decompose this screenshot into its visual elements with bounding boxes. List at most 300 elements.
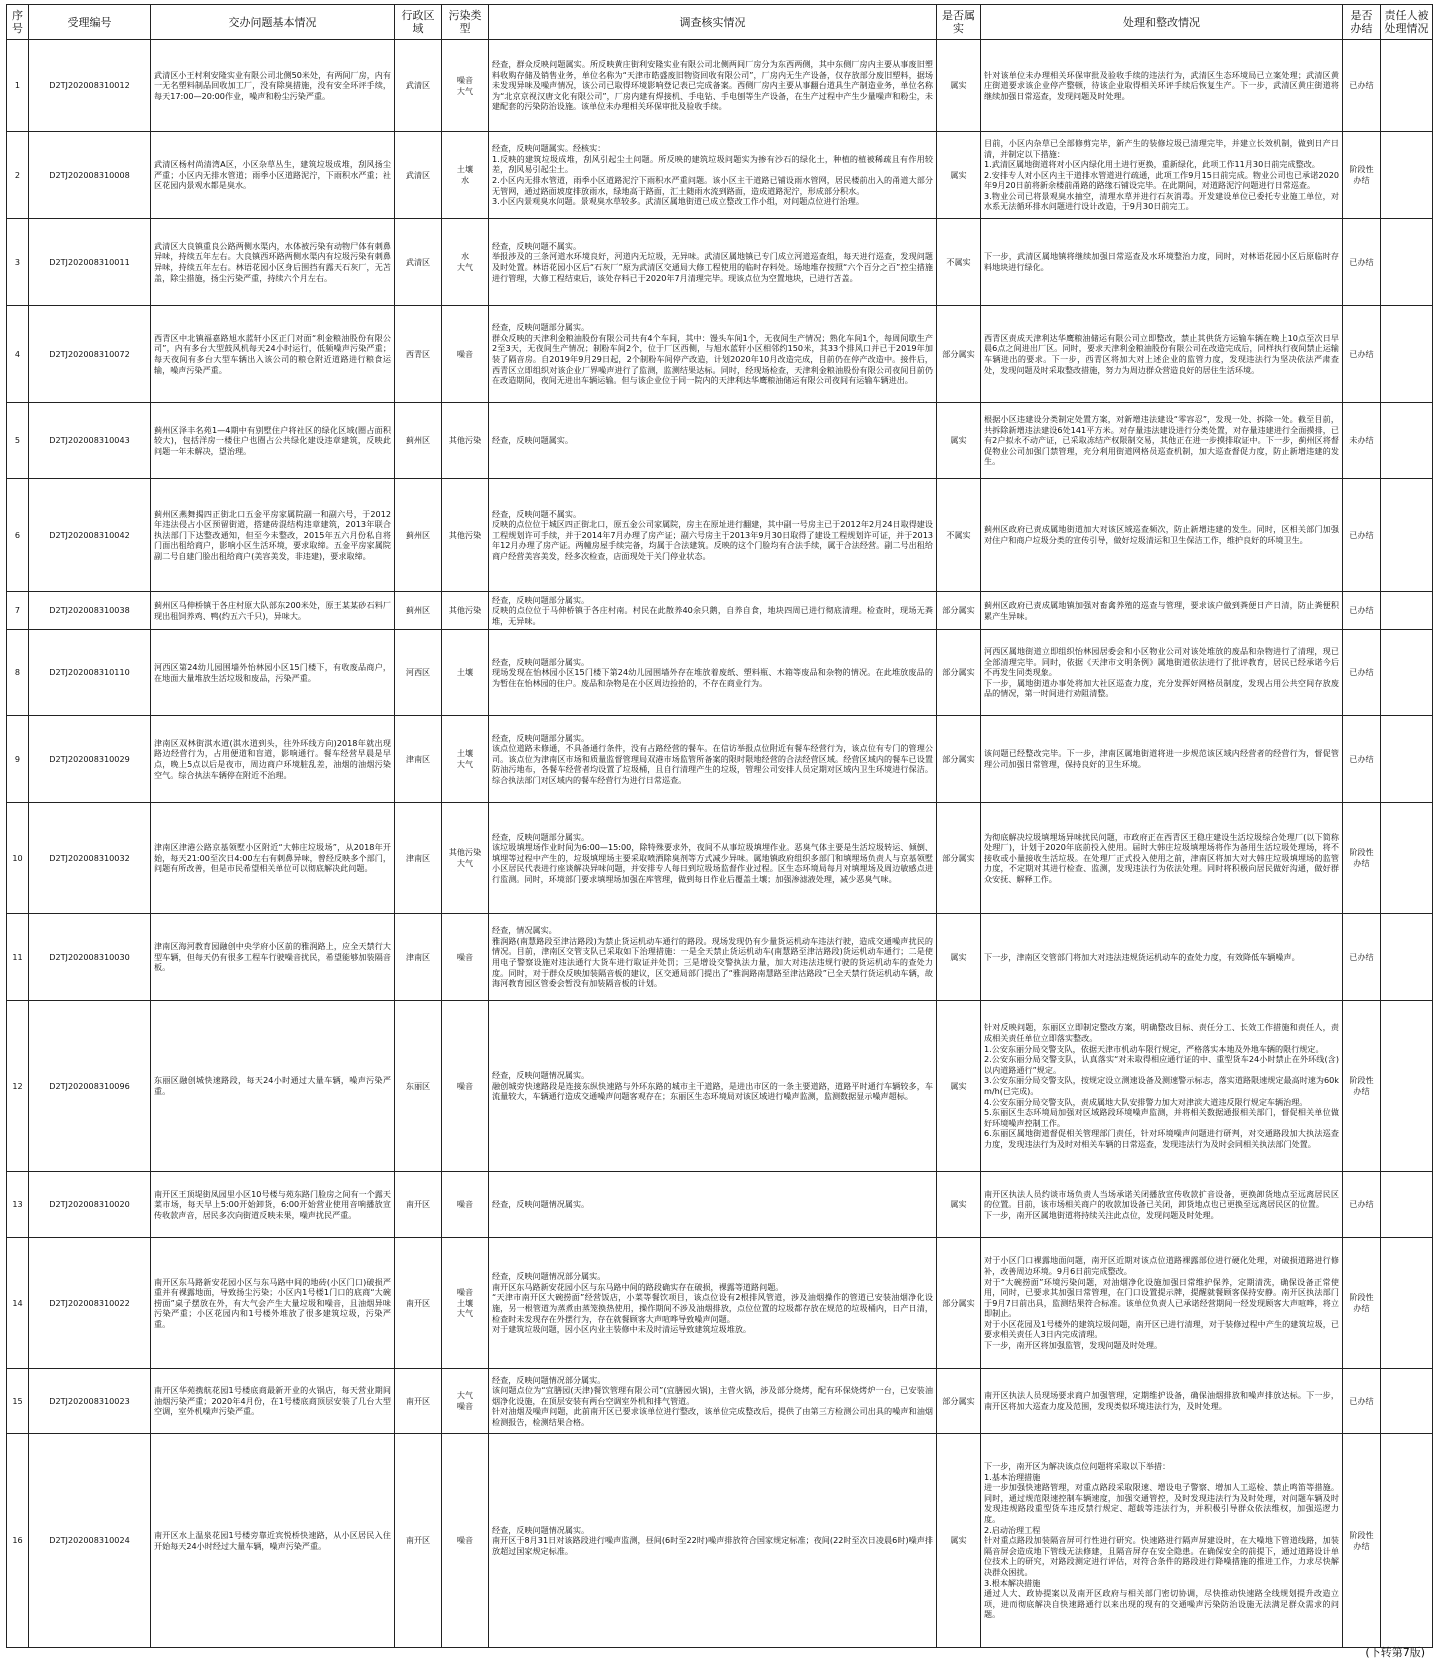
investigation-result-text: 经查，反映问题情况部分属实。 南开区东马路新安花园小区与东马路中间的路段确实存在破损，裸露等道路问题。 “天津市南开区大碗捞面”经营饭店，小菜等餐饮项目，该点位设有2根排风管道，涉及油烟操作的管道已安装油烟净化设施，另一根管道为蒸煮由蒸笼换热使用，操作期间不涉及油烟排放，点位位置的垃圾都存放在规范的垃圾桶内，日产日清，检查时未发现存在外摆行为，存在就餐顾客大声喧哗导致噪声问题。 对于建筑垃圾问题，因小区内业主装修中未及时清运导致建筑垃圾堆放。 (492, 1271, 933, 1335)
investigation-result (489, 132, 937, 219)
pollution-type-text: 其他污染 (448, 605, 482, 616)
investigation-result-text: 经查，反映问题部分属实。 现场发现在怡林园小区15门楼下第24幼儿园围墙外存在堆放着废纸、塑料瓶、木箱等废品和杂物的情况。在此堆放废品的为暂住在怡林园的住户。废品和杂物是在小区周边捡拾的，不存在商业行为。 (492, 656, 933, 688)
district (395, 219, 442, 306)
handling-result-text: 目前，小区内杂草已全部修剪完毕，新产生的装修垃圾已清理完毕，并建立长效机制，做到日产日清，并制定以下措施： 1.武清区属地街道将对小区内绿化用土进行更换，重新绿化，此项工作11月30日前完成整改。 2.安排专人对小区内主干道排水管道进行疏通，此项工作9月15日前完成。物业公司也已承诺2020年9月20日前将新余楼前甬路的路缘石铺设完毕。在此期间，对道路泥泞问题进行日常巡查。 3.物业公司已将景观臭水抽空，清理水草并进行石灰消毒。开发建设单位已委托专业施工单位，对水系无法循环排水问题进行设计改造，于9月30日前完工。 (984, 137, 1339, 212)
problem-description-text: 南开区华苑携航花园1号楼底商最新开业的火锅店，每天营业期间油烟污染严重；2020年4月份，在1号楼底商顶层安装了几台大型空调，室外机噪声污染严重。 (154, 1385, 391, 1417)
verified-status (937, 40, 981, 132)
problem-description-text: 南开区东马路新安花园小区与东马路中间的地砖(小区门口)破损严重并有裸露地面，导致扬尘污染；小区内1号楼1门口的底商“大碗捞面”桌子摆放在外，有大气会产生大量垃圾和噪音，且油烟异味污染严重；小区花园内和1号楼外堆放了很多建筑垃圾，污染严重。 (154, 1276, 391, 1329)
closed-status (1343, 716, 1381, 803)
verified-status (937, 1172, 981, 1238)
responsible-handling (1381, 479, 1433, 592)
verified-status-text: 部分属实 (942, 348, 975, 359)
col-header-code: 受理编号 (29, 5, 151, 40)
verified-status (937, 132, 981, 219)
problem-description (151, 1238, 395, 1369)
responsible-handling (1381, 914, 1433, 1001)
pollution-type-text: 土壤 水 (456, 164, 474, 185)
investigation-result (489, 803, 937, 914)
acceptance-code (29, 1172, 151, 1238)
handling-result-text: 针对反映问题，东丽区立即制定整改方案，明确整改目标、责任分工、长效工作措施和责任人，责成相关责任单位立即落实整改。 1.公安东丽分局交警支队，依据天津市机动车限行规定，严格落实本地及外地车辆的限行规定。 2.公安东丽分局交警支队，认真落实“对未取得相应通行证的中、重型货车24小时禁止在外环线(含)以内道路通行”规定。 3.公安东丽分局交警支队，按规定设立测速设备及测速警示标志，落实道路限速规定最高时速为60km/h(已完成)。 4.公安东丽分局交警支队，责成属地大队安排警力加大对津滨大道违反限行规定车辆治理。 5.东丽区生态环境局加强对区域路段环境噪声监测，并将相关数据通报相关部门，督促相关单位做好环境噪声控制工作。 6.东丽区属地街道督促相关管理部门责任，针对环境噪声问题进行研判，对交通路段加大执法巡查力度，发现违法行为及时对相关车辆的日常巡查，发现违法行为及时会同相关执法部门处置。 (984, 1022, 1339, 1149)
problem-description (151, 592, 395, 630)
verified-status-text: 不属实 (946, 529, 971, 540)
verified-status (937, 803, 981, 914)
acceptance-code (29, 630, 151, 716)
pollution-type (442, 40, 489, 132)
closed-status (1343, 1434, 1381, 1648)
problem-description (151, 306, 395, 403)
investigation-result-text: 经查，群众反映问题属实。所反映黄庄街利安隆实业有限公司北侧两间厂房分为东西两侧，其中东侧厂房内主要从事废旧塑料收购存储及销售业务，单位名称为“天津市皓盛废旧物资回收有限公司”，厂房内无生产设备，仅存放部分废旧塑料，据场未发现异味及噪声情况，该公司已取得环境影响登记表已完成备案。西侧厂房内主要从事翻台道具生产制造业务，单位名称为“北京京视汉唐文化有限公司”，厂房内建有焊接机、手电钻、手电刨等生产设备，在生产过程中产生少量噪声和粉尘，未建配套的污染防治设施。该单位未办理相关环保审批及验收手续。 (492, 59, 933, 112)
pollution-type-text: 其他污染 (448, 435, 482, 446)
verified-status (937, 716, 981, 803)
table-body (7, 40, 1433, 1648)
district-text: 津南区 (405, 951, 431, 962)
row-number (7, 803, 29, 914)
responsible-handling (1381, 132, 1433, 219)
district (395, 592, 442, 630)
district-text: 津南区 (405, 753, 431, 764)
district-text: 武清区 (405, 80, 431, 91)
row-number (7, 219, 29, 306)
problem-description (151, 803, 395, 914)
verified-status-text: 属实 (950, 1535, 967, 1546)
responsible-handling (1381, 306, 1433, 403)
closed-status-text: 已办结 (1349, 667, 1374, 678)
row-number (7, 914, 29, 1001)
district (395, 1001, 442, 1172)
table-row (7, 1001, 1433, 1172)
closed-status (1343, 803, 1381, 914)
acceptance-code (29, 1369, 151, 1434)
handling-result (981, 1001, 1343, 1172)
handling-result-text: 为彻底解决垃圾填埋场异味扰民问题，市政府正在西青区王稳庄建设生活垃圾综合处理厂(以下简称处理厂)，计划于2020年底前投入使用。届时大韩庄垃圾填埋场将作为备用生活垃圾处理场，将不接收或小量接收生活垃圾。在处理厂正式投入使用之前，津南区将加大对大韩庄垃圾填埋场的监管力度，不定期对其进行检查、监测，发现违法行为依法处理。同时将积极向居民做好沟通，做好群众安抚、解释工作。 (984, 831, 1339, 884)
row-number-text: 10 (12, 852, 23, 863)
acceptance-code-text: D2TJ202008310032 (49, 852, 130, 863)
pollution-type-text: 噪音 (456, 348, 474, 359)
closed-status (1343, 219, 1381, 306)
district (395, 1434, 442, 1648)
district (395, 306, 442, 403)
pollution-type (442, 1369, 489, 1434)
table-row (7, 479, 1433, 592)
handling-result (981, 592, 1343, 630)
pollution-type-text: 其他污染 大气 (448, 847, 482, 868)
pollution-type (442, 1434, 489, 1648)
acceptance-code (29, 306, 151, 403)
problem-description (151, 630, 395, 716)
handling-result-text: 南开区执法人员约谈市场负责人当场承诺关闭播放宣传收款扩音设备，更换卸货地点至远离居民区的位置。目前，该市场相关商户的收款加设备已关闭，卸货地点也已更换至远离居民区的位置。 下一步，南开区属地街道将持续关注此点位，发现问题及时处理。 (984, 1188, 1339, 1220)
table-row (7, 914, 1433, 1001)
table-row (7, 219, 1433, 306)
petition-table-sheet (6, 4, 1429, 1648)
district-text: 东丽区 (405, 1080, 431, 1091)
problem-description (151, 403, 395, 479)
handling-result (981, 716, 1343, 803)
row-number-text: 13 (12, 1199, 23, 1210)
problem-description (151, 1369, 395, 1434)
verified-status (937, 630, 981, 716)
verified-status (937, 914, 981, 1001)
closed-status-text: 已办结 (1349, 1395, 1374, 1406)
row-number-text: 2 (14, 169, 21, 180)
investigation-result (489, 1172, 937, 1238)
handling-result-text: 针对该单位未办理相关环保审批及验收手续的违法行为，武清区生态环境局已立案处理；武清区黄庄街道要求该企业停产整顿，待该企业取得相关环评手续后恢复生产。下一步，武清区黄庄街道将继续加强日常巡查，发现问题及时处理。 (984, 69, 1339, 101)
table-row (7, 306, 1433, 403)
pollution-type (442, 592, 489, 630)
verified-status (937, 1434, 981, 1648)
acceptance-code (29, 592, 151, 630)
district (395, 1369, 442, 1434)
pollution-type-text: 噪音 (456, 1535, 474, 1546)
responsible-handling (1381, 1172, 1433, 1238)
pollution-type (442, 403, 489, 479)
investigation-result-text: 经查，反映问题部分属实。 该垃圾填埋场作业时间为6:00—15:00，除特殊要求外，夜间不从事垃圾填埋作业。恶臭气体主要是生活垃圾转运、倾倒、填埋等过程中产生的，垃圾填埋场主要采取喷洒除臭剂等方式减少异味。属地镇政府组织多部门和填埋场负责人与京基领墅小区居民代表进行座谈解决异味问题，并安排专人每日到垃圾场监督作业过程。区生态环境局每月对填埋场及周边敏感点进行监测。同时，环境部门要求填埋场加强在库管理，做到每日作业后覆盖土壤；加强渗滤液处理，减少恶臭气味。 (492, 831, 933, 884)
district (395, 914, 442, 1001)
responsible-handling (1381, 403, 1433, 479)
closed-status (1343, 1238, 1381, 1369)
acceptance-code-text: D2TJ202008310012 (49, 80, 130, 91)
handling-result-text: 下一步，武清区属地镇将继续加强日常巡查及水环境整治力度，同时，对林语花园小区后原临时存料地块进行绿化。 (984, 251, 1339, 272)
investigation-result-text: 经查，反映问题情况属实。 融创城旁快速路段是连接东纵快速路与外环东路的城市主干道路，是进出市区的一条主要道路，道路平时通行车辆较多，车流量较大，车辆通行造成交通噪声问题客观存在；东丽区生态环境局对该区域进行噪声监测，监测数据显示噪声超标。 (492, 1070, 933, 1102)
pollution-type (442, 132, 489, 219)
responsible-handling (1381, 592, 1433, 630)
problem-description-text: 津南区海河教育园融创中央学府小区前的雅润路上，应全天禁行大型车辆，但每天仍有很多工程车行驶噪音扰民，希望能够加装隔音板。 (154, 941, 391, 973)
row-number (7, 592, 29, 630)
closed-status (1343, 479, 1381, 592)
investigation-result (489, 716, 937, 803)
investigation-result-text: 经查，反映问题情况属实。 (492, 1199, 590, 1210)
acceptance-code-text: D2TJ202008310022 (49, 1297, 130, 1308)
row-number (7, 306, 29, 403)
col-header-district: 行政区域 (395, 5, 442, 40)
closed-status (1343, 306, 1381, 403)
district-text: 南开区 (405, 1535, 431, 1546)
acceptance-code (29, 479, 151, 592)
problem-description-text: 武清区大良镇重良公路两侧水渠内，水体被污染有动物尸体有刺鼻异味，持续五年左右。大良镇西环路两侧水渠内有垃圾污染有刺鼻异味，持续五年左右。林语花园小区身后围挡有露天石灰厂，无苫盖，除尘措施，扬尘污染严重，持续六个月左右。 (154, 240, 391, 283)
problem-description-text: 武清区小王村利安隆实业有限公司北侧50米处，有两间厂房，内有一无名塑料制品回收加工厂，没有除臭措施，没有安全环评手续，每天17:00—20:00作业，噪声和粉尘污染严重。 (154, 69, 391, 101)
row-number (7, 1001, 29, 1172)
acceptance-code-text: D2TJ202008310038 (49, 605, 130, 616)
investigation-result (489, 1001, 937, 1172)
acceptance-code-text: D2TJ202008310030 (49, 951, 130, 962)
table-row (7, 132, 1433, 219)
row-number (7, 132, 29, 219)
investigation-result (489, 1238, 937, 1369)
problem-description (151, 716, 395, 803)
acceptance-code-text: D2TJ202008310042 (49, 529, 130, 540)
closed-status-text: 阶段性 办结 (1349, 1529, 1374, 1551)
row-number (7, 630, 29, 716)
pollution-type (442, 716, 489, 803)
acceptance-code-text: D2TJ202008310096 (49, 1080, 130, 1091)
district (395, 1238, 442, 1369)
investigation-result-text: 经查，反映问题部分属实。 该点位道路未修通，不具备通行条件，没有占路经营的餐车。在信访举报点位附近有餐车经营行为，该点位有专门的管理公司。该点位为津南区市场和质量监督管理局双港市场监管所备案的限时限地经营的合法经营区域。经营区域内的餐车已设置防油污地布，各餐车经营者均设置了垃圾桶，且自行清理产生的垃圾，管理公司安排人员定期对区域内卫生环境进行保洁。综合执法部门对区域内的餐车经营行为进行日常巡查。 (492, 732, 933, 785)
pollution-type (442, 1238, 489, 1369)
table-row (7, 1172, 1433, 1238)
district-text: 武清区 (405, 256, 431, 267)
problem-description-text: 蓟州区马伸桥镇于各庄村原大队部东200米处，原王某某砂石料厂现出租饲养鸡、鸭(约五六千只)，异味大。 (154, 599, 391, 621)
investigation-result (489, 1434, 937, 1648)
row-number-text: 1 (14, 80, 21, 91)
investigation-result-text: 经查，情况属实。 雅润路(南慧路段至津沽路段)为禁止货运机动车通行的路段。现场发现仍有少量货运机动车违法行驶，造成交通噪声扰民的情况。目前，津南区交管支队已采取如下治理措施：一是全天禁止货运机动车(南慧路至津沽路段)货运机动车通行；二是使用电子警察设施对违法通行大货车进行取证并处罚；三是增设交警执法力量，加大对违法违规行驶的货运机动车的查处力度。同时，对于群众反映加装隔音板的建议，区交通局部门提出了“雅润路南慧路至津沽路段”已全天禁行货运机动车辆，故海河教育园区管委会暂没有加装隔音板的计划。 (492, 925, 933, 989)
handling-result (981, 630, 1343, 716)
row-number (7, 479, 29, 592)
acceptance-code (29, 1238, 151, 1369)
verified-status-text: 部分属实 (942, 605, 975, 616)
handling-result (981, 40, 1343, 132)
investigation-result-text: 经查，反映问题不属实。 反映的点位位于城区四正街北口，原五金公司家属院，房主在原址进行翻建，其中副一号房主已于2012年2月24日取得建设工程规划许可手续，并于2014年7月办理了房产证；副六号房主于2013年9月30日取得了建设工程规划许可证，并于2013年12月办理了房产证。两幢房屋手续完备，均属于合法建筑。反映的这个门脸均有合法手续，属于合法经营。副二号出租给商户经营美容美发，经多次检查，店面现处于关门停业状态。 (492, 508, 933, 561)
handling-result-text: 根据小区违建设分类制定处置方案，对新增违法建设“零容忍”，发现一处、拆除一处。截至目前，共拆除新增违法建设6处141平方米。对存量违法建设进行分类处置，对存量违建进行全面摸排，已有2户拟永不动产证，已采取冻结产权限制交易，其他正在进一步摸排取证中。下一步，蓟州区将督促物业公司加强门禁管理，充分利用街道网格员巡查机制，加大巡查督促力度，防止新增违建的发生。 (984, 414, 1339, 467)
acceptance-code-text: D2TJ202008310110 (49, 667, 130, 678)
row-number-text: 4 (14, 348, 21, 359)
handling-result-text: 西青区责成天津利达华鹰粮油储运有限公司立即整改，禁止其供货方运输车辆在晚上10点至次日早晨6点之间进出厂区。同时，要求天津利金粮油股份有限公司在改造完成后，同样执行夜间禁止运输车辆进出的要求。下一步，西青区将加大对上述企业的监管力度，发现违法行为坚决依法严肃查处，发现问题及时采取整改措施，努力为周边群众营造良好的居住生活环境。 (984, 332, 1339, 375)
handling-result (981, 914, 1343, 1001)
responsible-handling (1381, 803, 1433, 914)
col-header-responsible: 责任人被处理情况 (1381, 5, 1433, 40)
problem-description-text: 津南区双林街淇水道(淇水道到头，往外环线方向)2018年就出现路边经营行为，占用便道和盲道，影响通行。餐车经营早晨是早点，晚上5点以后是夜市，周边商户环境脏乱差，油烟的油烟污染空气。综合执法车辆停在附近不治理。 (154, 737, 391, 780)
district (395, 132, 442, 219)
pollution-type-text: 大气 噪音 (456, 1390, 474, 1411)
table-row (7, 1238, 1433, 1369)
investigation-result (489, 914, 937, 1001)
verified-status-text: 部分属实 (942, 753, 975, 764)
verified-status-text: 属实 (950, 80, 967, 91)
closed-status-text: 已办结 (1349, 753, 1374, 764)
col-header-verified: 是否属实 (937, 5, 981, 40)
row-number (7, 1238, 29, 1369)
district-text: 蓟州区 (405, 529, 431, 540)
investigation-result (489, 592, 937, 630)
table-row (7, 1369, 1433, 1434)
verified-status (937, 219, 981, 306)
handling-result (981, 1434, 1343, 1648)
district-text: 西青区 (405, 348, 431, 359)
closed-status-text: 已办结 (1349, 951, 1374, 962)
verified-status-text: 不属实 (946, 256, 971, 267)
responsible-handling (1381, 630, 1433, 716)
problem-description-text: 武清区杨村尚清湾A区，小区杂草丛生，建筑垃圾成堆，刮风扬尘严重；小区内无排水管道；雨季小区道路泥泞，下雨积水严重；社区花园内景观水都是臭水。 (154, 159, 391, 191)
row-number (7, 1369, 29, 1434)
verified-status-text: 部分属实 (942, 667, 975, 678)
handling-result (981, 132, 1343, 219)
pollution-type-text: 水 大气 (456, 251, 474, 272)
acceptance-code-text: D2TJ202008310011 (49, 256, 130, 267)
district-text: 津南区 (405, 852, 431, 863)
responsible-handling (1381, 40, 1433, 132)
acceptance-code (29, 219, 151, 306)
responsible-handling (1381, 219, 1433, 306)
pollution-type (442, 306, 489, 403)
problem-description (151, 219, 395, 306)
responsible-handling (1381, 1369, 1433, 1434)
verified-status-text: 属实 (950, 1199, 967, 1210)
verified-status (937, 592, 981, 630)
acceptance-code (29, 803, 151, 914)
acceptance-code-text: D2TJ202008310023 (49, 1395, 130, 1406)
col-header-investigation: 调查核实情况 (489, 5, 937, 40)
handling-result-text: 蓟州区政府已责成属地镇加强对畜禽养殖的巡查与管理，要求该户做到粪便日产日清，防止粪便积累产生异味。 (984, 599, 1339, 621)
acceptance-code (29, 914, 151, 1001)
verified-status-text: 属实 (950, 435, 967, 446)
closed-status (1343, 132, 1381, 219)
problem-description-text: 南开区王顶堤街凤园里小区10号楼与苑东路门脸房之间有一个露天菜市场，每天早上5:00开始卸货，6:00开始营业使用音响播放宣传收款声音，居民多次向街道反映未果，噪声扰民严重。 (154, 1188, 391, 1220)
pollution-type-text: 噪音 土壤 大气 (456, 1287, 474, 1319)
acceptance-code (29, 40, 151, 132)
col-header-handling: 处理和整改情况 (981, 5, 1343, 40)
district (395, 630, 442, 716)
district-text: 蓟州区 (405, 605, 431, 616)
acceptance-code (29, 1001, 151, 1172)
handling-result-text: 对于小区门口裸露地面问题，南开区近期对该点位道路裸露部位进行硬化处理，对破损道路进行修补，改善周边环境。9月6日前完成整改。 对于“大碗捞面”环境污染问题，对油烟净化设施加强日常维护保养，定期清洗，确保设备正常使用，同时，已要求其加强日常管理，在门口设置提示牌，提醒就餐顾客保持安静。南开区执法部门于9月7日前出具，监测结果符合标准。该单位负责人已承诺经营期间一经发现顾客大声喧哗，将立即制止。 对于小区花园及1号楼外的建筑垃圾问题，南开区已进行清理，对于装修过程中产生的建筑垃圾，已要求相关责任人3日内完成清理。 下一步，南开区将加强监管，发现问题及时处理。 (984, 1255, 1339, 1351)
investigation-result-text: 经查，反映问题情况属实。 南开区于8月31日对该路段进行噪声监测，昼间(6时至22时)噪声排放符合国家规定标准；夜间(22时至次日凌晨6时)噪声排放超过国家规定标准。 (492, 1524, 933, 1556)
closed-status-text: 阶段性 办结 (1349, 847, 1374, 868)
investigation-result-text: 经查，反映问题部分属实。 群众反映的天津利金粮油股份有限公司共有4个车间，其中：馒头车间1个，无夜间生产情况；熟化车间1个，每周间歇生产2至3天，无夜间生产情况；制粉车间2个，位于厂区西侧，与旭水蓝轩小区相邻约150米，其33个排风口并已于2019年加装了隔音房。自2019年9月29日起，2个制粉车间停产改造，计划2020年10月改造完成，目前仍在停产改造中。接件后，西青区立即组织对该企业厂界噪声进行了监测，监测结果达标。同时，经现场检查，天津利金粮油股份有限公司夜间目前仍在改造期间，夜间无进出车辆运输。但与该企业位于同一院内的天津利达华鹰粮油储运有限公司夜间有运输车辆进出。 (492, 322, 933, 386)
handling-result-text: 下一步，南开区为解决该点位问题将采取以下举措： 1.基本治理措施 进一步加强快速路管理，对重点路段采取限速、增设电子警察、增加人工巡检、禁止鸣笛等措施。同时，通过规范限速控制车辆速度，加强交通管控，及时发现违法行为及时处理，对问题车辆及时发现违规路段重型货车违反禁行规定、超载等违法行为，并积极引导群众依法维权，加强巡逻力度。 2.启动治理工程 针对重点路段加装隔音屏可行性进行研究。快速路进行隔声屏建设时，在大噪地下管道线路，加装隔音屏会造成地下管线无法修建，且隔音屏存在安全隐患。在确保安全的前提下，通过道路设计单位技术上的研究，对路段测定进行评估，对符合条件的路段进行降噪措施的推进工作，力求尽快解决群众困扰。 3.根本解决措施 通过人大、政协提案以及南开区政府与相关部门密切协调，尽快推动快速路全线规划提升改造立项，进而彻底解决自快速路通行以来出现的现有的交通噪声污染防治设施无法满足群众需求的问题。 (984, 1461, 1339, 1620)
problem-description-text: 西青区中北镇福嘉路旭水蓝轩小区正门对面“利金粮油股份有限公司”，内有多台大型鼓风机每天24小时运行，低频噪声污染严重；每天夜间有多台大型车辆出入该公司的粮仓附近道路进行粮食运输，噪声污染严重。 (154, 332, 391, 375)
acceptance-code (29, 1434, 151, 1648)
verified-status (937, 403, 981, 479)
table-row (7, 630, 1433, 716)
closed-status-text: 阶段性 办结 (1349, 1075, 1374, 1096)
acceptance-code (29, 716, 151, 803)
acceptance-code (29, 403, 151, 479)
verified-status-text: 属实 (950, 1080, 967, 1091)
responsible-handling (1381, 1434, 1433, 1648)
closed-status (1343, 1172, 1381, 1238)
table-row (7, 803, 1433, 914)
closed-status (1343, 914, 1381, 1001)
handling-result (981, 1172, 1343, 1238)
pollution-type (442, 479, 489, 592)
pollution-type (442, 1172, 489, 1238)
handling-result (981, 479, 1343, 592)
table-row (7, 40, 1433, 132)
handling-result (981, 803, 1343, 914)
row-number-text: 5 (14, 435, 21, 446)
table-row (7, 1434, 1433, 1648)
handling-result-text: 河西区属地街道立即组织怡林园居委会和小区物业公司对该处堆放的废品和杂物进行了清理，现已全部清理完毕。同时，依据《天津市文明条例》属地街道依法进行了批评教育，居民已经承诺今后不再发生同类现象。 下一步，属地街道办事处将加大社区巡查力度，充分发挥好网格员制度，发现占用公共空间存放废品的情况，第一时间进行劝阻清整。 (984, 646, 1339, 699)
investigation-result (489, 306, 937, 403)
closed-status (1343, 1001, 1381, 1172)
row-number (7, 1172, 29, 1238)
pollution-type (442, 803, 489, 914)
row-number-text: 11 (12, 951, 23, 962)
closed-status-text: 已办结 (1349, 80, 1374, 91)
closed-status-text: 阶段性 办结 (1349, 1292, 1374, 1313)
investigation-result (489, 1369, 937, 1434)
complaint-table (6, 4, 1433, 1648)
handling-result-text: 蓟州区政府已责成属地街道加大对该区域巡查频次，防止新增违建的发生。同时，区相关部门加强对住户和商户垃圾分类的宣传引导，做好垃圾清运和卫生保洁工作，维护良好的环境卫生。 (984, 524, 1339, 545)
problem-description-text: 河西区第24幼儿园围墙外怡林园小区15门楼下，有收废品商户，在地面大量堆放生活垃圾和废品，污染严重。 (154, 661, 391, 683)
pollution-type-text: 土壤 (456, 667, 474, 678)
col-header-problem: 交办问题基本情况 (151, 5, 395, 40)
row-number-text: 6 (14, 529, 21, 540)
closed-status (1343, 40, 1381, 132)
handling-result-text: 南开区执法人员现场要求商户加强管理，定期维护设备，确保油烟排放和噪声排放达标。下一步，南开区将加大巡查力度及范围，发现类似环境违法行为，及时处理。 (984, 1390, 1339, 1411)
investigation-result (489, 219, 937, 306)
pollution-type-text: 噪音 (456, 1080, 474, 1091)
table-row (7, 716, 1433, 803)
row-number-text: 16 (12, 1535, 23, 1546)
closed-status (1343, 630, 1381, 716)
col-header-pollution: 污染类型 (442, 5, 489, 40)
handling-result-text: 下一步，津南区交管部门将加大对违法违规货运机动车的查处力度，有效降低车辆噪声。 (984, 951, 1300, 962)
district (395, 716, 442, 803)
closed-status-text: 已办结 (1349, 1199, 1374, 1210)
handling-result (981, 1238, 1343, 1369)
verified-status-text: 部分属实 (942, 1395, 975, 1406)
problem-description-text: 东丽区融创城快速路段，每天24小时通过大量车辆，噪声污染严重。 (154, 1075, 391, 1096)
pollution-type (442, 1001, 489, 1172)
row-number (7, 1434, 29, 1648)
district-text: 南开区 (405, 1297, 431, 1308)
handling-result (981, 1369, 1343, 1434)
investigation-result-text: 经查，反映问题不属实。 举报涉及的三条河道水环境良好，河道内无垃圾，无异味。武清区属地镇已专门成立河道巡查组，每天进行巡查，发现问题及时处置。林语花园小区后“石灰厂”原为武清区交通局大修工程使用的临时存料处。场地堆存按照“六个百分之百”控尘措施进行管理，大修工程结束后，该处存料已于2020年7月清理完毕。现该点位为空置地块，已进行苫盖。 (492, 240, 933, 283)
closed-status-text: 阶段性 办结 (1349, 164, 1374, 185)
verified-status (937, 1001, 981, 1172)
problem-description (151, 132, 395, 219)
verified-status-text: 属实 (950, 951, 967, 962)
district-text: 武清区 (405, 169, 431, 180)
verified-status-text: 属实 (950, 169, 967, 180)
district (395, 1172, 442, 1238)
problem-description (151, 40, 395, 132)
pollution-type (442, 914, 489, 1001)
responsible-handling (1381, 1001, 1433, 1172)
verified-status (937, 479, 981, 592)
row-number-text: 12 (12, 1080, 23, 1091)
district (395, 403, 442, 479)
continued-note: (下转第7版) (1365, 1646, 1425, 1659)
district (395, 803, 442, 914)
closed-status (1343, 592, 1381, 630)
acceptance-code-text: D2TJ202008310043 (49, 435, 130, 446)
acceptance-code (29, 132, 151, 219)
problem-description (151, 1001, 395, 1172)
row-number-text: 7 (14, 605, 21, 616)
investigation-result (489, 630, 937, 716)
pollution-type-text: 噪音 大气 (456, 74, 474, 96)
district-text: 南开区 (405, 1199, 431, 1210)
closed-status-text: 已办结 (1349, 529, 1374, 540)
pollution-type-text: 噪音 (456, 1199, 474, 1210)
table-row (7, 403, 1433, 479)
row-number (7, 40, 29, 132)
investigation-result (489, 40, 937, 132)
closed-status (1343, 403, 1381, 479)
responsible-handling (1381, 1238, 1433, 1369)
responsible-handling (1381, 716, 1433, 803)
handling-result (981, 306, 1343, 403)
closed-status-text: 已办结 (1349, 256, 1374, 267)
acceptance-code-text: D2TJ202008310020 (49, 1199, 130, 1210)
investigation-result (489, 479, 937, 592)
investigation-result (489, 403, 937, 479)
problem-description-text: 蓟州区泽丰名苑1—4期中有别墅住户将社区的绿化区域(圈占面积较大)，包括洋房一楼住户也圈占公共绿化建设违章建筑，反映此问题一年未解决，望治理。 (154, 424, 391, 456)
verified-status-text: 部分属实 (942, 1297, 975, 1308)
problem-description (151, 1434, 395, 1648)
handling-result-text: 该问题已经整改完毕。下一步，津南区属地街道将进一步规范该区域内经营者的经营行为，督促管理公司加强日常管理，保持良好的卫生环境。 (984, 748, 1339, 769)
handling-result (981, 403, 1343, 479)
col-header-no: 序号 (7, 5, 29, 40)
pollution-type (442, 219, 489, 306)
closed-status-text: 已办结 (1349, 348, 1374, 359)
verified-status (937, 1238, 981, 1369)
row-number-text: 14 (12, 1297, 23, 1308)
investigation-result-text: 经查，反映问题属实。 (492, 435, 573, 446)
closed-status-text: 已办结 (1349, 605, 1374, 616)
pollution-type-text: 其他污染 (448, 529, 482, 540)
problem-description (151, 1172, 395, 1238)
